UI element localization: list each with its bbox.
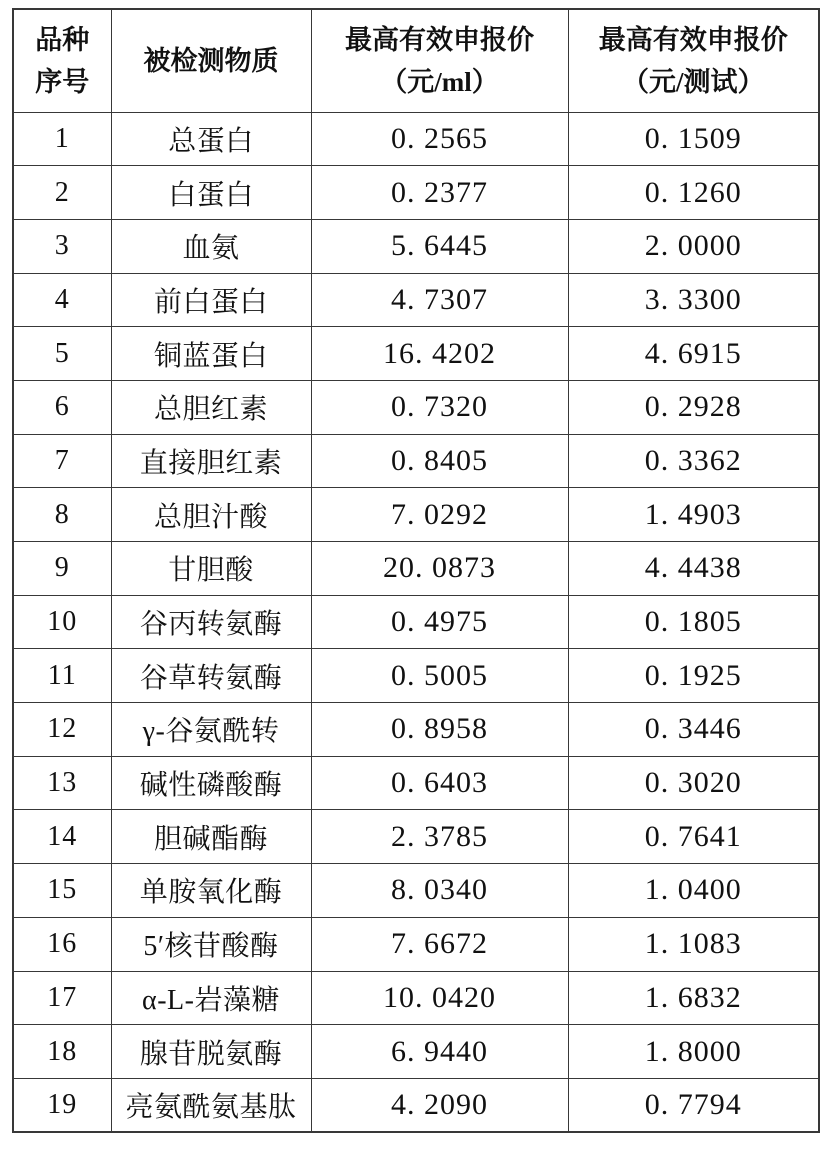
price-per-test-cell: 1. 0400 (568, 864, 819, 918)
serial-cell: 8 (13, 488, 111, 542)
serial-cell: 5 (13, 327, 111, 381)
price-per-test-cell: 0. 3020 (568, 756, 819, 810)
price-per-ml-cell: 0. 8958 (311, 703, 568, 757)
substance-cell: 碱性磷酸酶 (111, 756, 311, 810)
price-per-test-cell: 0. 1805 (568, 595, 819, 649)
substance-cell: 白蛋白 (111, 166, 311, 220)
substance-cell: 甘胆酸 (111, 542, 311, 596)
table-row (13, 756, 819, 810)
header-price-per-test-line1: 最高有效申报价 (598, 24, 788, 55)
table-row (13, 112, 819, 166)
substance-cell: 腺苷脱氨酶 (111, 1025, 311, 1079)
substance-cell: 5′核苷酸酶 (111, 917, 311, 971)
price-per-test-cell: 4. 4438 (568, 542, 819, 596)
price-per-test-cell: 0. 7794 (568, 1078, 819, 1132)
header-substance-line1: 被检测物质 (143, 45, 279, 76)
price-per-test-cell: 4. 6915 (568, 327, 819, 381)
table-row (13, 917, 819, 971)
table-row (13, 542, 819, 596)
price-per-ml-cell: 8. 0340 (311, 864, 568, 918)
price-per-test-cell: 0. 1260 (568, 166, 819, 220)
serial-cell: 11 (13, 649, 111, 703)
price-per-test-cell: 1. 4903 (568, 488, 819, 542)
substance-cell: 直接胆红素 (111, 434, 311, 488)
substance-cell: α-L-岩藻糖 (111, 971, 311, 1025)
price-per-ml-cell: 0. 8405 (311, 434, 568, 488)
substance-cell: 血氨 (111, 219, 311, 273)
substance-cell: 总胆汁酸 (111, 488, 311, 542)
price-per-test-cell: 1. 6832 (568, 971, 819, 1025)
table-header-row (13, 9, 819, 112)
serial-cell: 19 (13, 1078, 111, 1132)
substance-cell: 胆碱酯酶 (111, 810, 311, 864)
serial-cell: 4 (13, 273, 111, 327)
price-per-ml-cell: 0. 2377 (311, 166, 568, 220)
header-price-per-test-line2: （元/测试） (621, 66, 765, 97)
price-per-test-cell: 1. 8000 (568, 1025, 819, 1079)
serial-cell: 13 (13, 756, 111, 810)
table-row (13, 971, 819, 1025)
price-per-test-cell: 0. 1925 (568, 649, 819, 703)
serial-cell: 3 (13, 219, 111, 273)
table-row (13, 810, 819, 864)
serial-cell: 17 (13, 971, 111, 1025)
price-per-ml-cell: 0. 5005 (311, 649, 568, 703)
header-price-per-ml (311, 9, 568, 112)
serial-cell: 10 (13, 595, 111, 649)
price-per-ml-cell: 20. 0873 (311, 542, 568, 596)
serial-cell: 15 (13, 864, 111, 918)
table-row (13, 488, 819, 542)
substance-cell: 单胺氧化酶 (111, 864, 311, 918)
header-serial (13, 9, 111, 112)
price-per-test-cell: 0. 2928 (568, 380, 819, 434)
table-row (13, 703, 819, 757)
price-per-ml-cell: 4. 7307 (311, 273, 568, 327)
substance-cell: 铜蓝蛋白 (111, 327, 311, 381)
price-per-ml-cell: 2. 3785 (311, 810, 568, 864)
header-serial-line1: 品种 (35, 24, 90, 55)
table-row (13, 434, 819, 488)
price-per-test-cell: 0. 7641 (568, 810, 819, 864)
serial-cell: 2 (13, 166, 111, 220)
header-price-per-ml-line2: （元/ml） (380, 66, 499, 97)
price-per-test-cell: 0. 3446 (568, 703, 819, 757)
table-row (13, 219, 819, 273)
table-row (13, 166, 819, 220)
price-per-test-cell: 1. 1083 (568, 917, 819, 971)
price-per-ml-cell: 6. 9440 (311, 1025, 568, 1079)
serial-cell: 6 (13, 380, 111, 434)
serial-cell: 12 (13, 703, 111, 757)
substance-cell: 前白蛋白 (111, 273, 311, 327)
header-price-per-test (568, 9, 819, 112)
serial-cell: 18 (13, 1025, 111, 1079)
table-row (13, 1025, 819, 1079)
substance-cell: 总蛋白 (111, 112, 311, 166)
serial-cell: 14 (13, 810, 111, 864)
price-per-ml-cell: 7. 6672 (311, 917, 568, 971)
price-per-ml-cell: 16. 4202 (311, 327, 568, 381)
table-row (13, 864, 819, 918)
substance-cell: 谷草转氨酶 (111, 649, 311, 703)
substance-cell: γ-谷氨酰转 (111, 703, 311, 757)
table-row (13, 1078, 819, 1132)
substance-cell: 谷丙转氨酶 (111, 595, 311, 649)
serial-cell: 16 (13, 917, 111, 971)
table-row (13, 273, 819, 327)
table-row (13, 595, 819, 649)
table-row (13, 327, 819, 381)
price-per-ml-cell: 7. 0292 (311, 488, 568, 542)
price-per-ml-cell: 0. 7320 (311, 380, 568, 434)
header-serial-line2: 序号 (35, 66, 90, 97)
price-per-ml-cell: 10. 0420 (311, 971, 568, 1025)
table-row (13, 649, 819, 703)
price-per-ml-cell: 0. 2565 (311, 112, 568, 166)
price-per-ml-cell: 0. 6403 (311, 756, 568, 810)
price-per-test-cell: 0. 3362 (568, 434, 819, 488)
price-per-test-cell: 3. 3300 (568, 273, 819, 327)
table-row (13, 380, 819, 434)
substance-cell: 亮氨酰氨基肽 (111, 1078, 311, 1132)
serial-cell: 1 (13, 112, 111, 166)
header-substance (111, 9, 311, 112)
price-table (12, 8, 820, 1133)
substance-cell: 总胆红素 (111, 380, 311, 434)
price-per-ml-cell: 0. 4975 (311, 595, 568, 649)
price-per-test-cell: 0. 1509 (568, 112, 819, 166)
price-per-ml-cell: 5. 6445 (311, 219, 568, 273)
serial-cell: 7 (13, 434, 111, 488)
price-per-ml-cell: 4. 2090 (311, 1078, 568, 1132)
serial-cell: 9 (13, 542, 111, 596)
price-per-test-cell: 2. 0000 (568, 219, 819, 273)
header-price-per-ml-line1: 最高有效申报价 (345, 24, 534, 55)
